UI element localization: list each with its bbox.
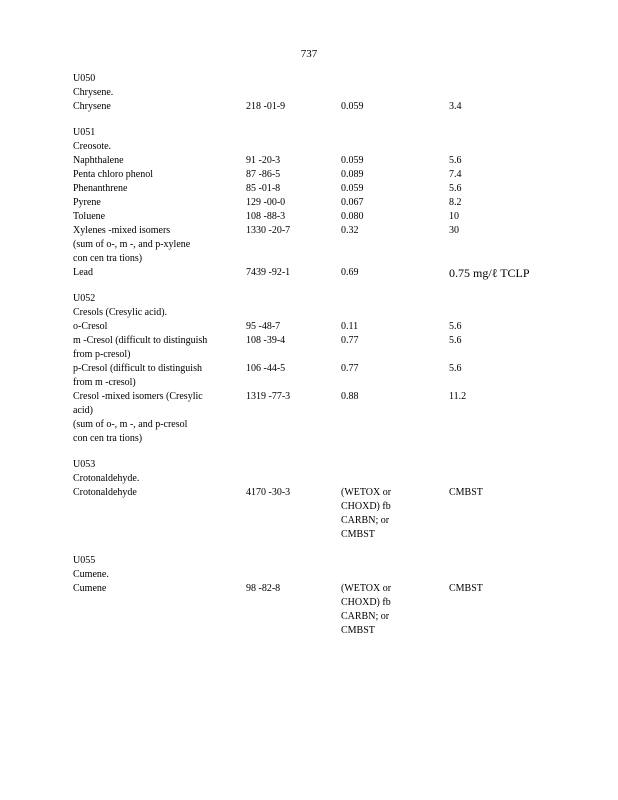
wastewater-standard: [341, 334, 449, 348]
cas-number: 108 -88-3: [246, 211, 286, 222]
cas-number: 87 -86-5: [246, 169, 281, 180]
constituent-name-line: Chrysene: [73, 101, 111, 112]
constituent-name-line: con cen tra tions): [73, 433, 143, 444]
constituent-name: [73, 320, 246, 334]
cas-number: 106 -44-5: [246, 363, 286, 374]
constituent-row: [73, 334, 603, 362]
constituent-name-line: con cen tra tions): [73, 253, 143, 264]
constituent-name-line: Crotonaldehyde: [73, 487, 137, 498]
cas-number: 85 -01-8: [246, 183, 281, 194]
cas-number: 95 -48-7: [246, 321, 281, 332]
waste-code: U053: [73, 459, 96, 470]
constituent-row: [73, 154, 603, 168]
constituent-name-line: Toluene: [73, 211, 106, 222]
constituent-row: [73, 224, 603, 266]
waste-code: U051: [73, 127, 96, 138]
wastewater-standard: [341, 390, 449, 404]
cas-number: 4170 -30-3: [246, 487, 291, 498]
nonwastewater-standard: 8.2: [449, 197, 462, 208]
waste-section: [73, 458, 603, 542]
waste-section: [73, 554, 603, 638]
wastewater-standard-line: 0.089: [341, 169, 364, 180]
cas-number: 7439 -92-1: [246, 267, 291, 278]
wastewater-standard: [341, 266, 449, 280]
wastewater-standard: [341, 486, 449, 542]
constituent-name: [73, 362, 246, 390]
constituent-name-line: Pyrene: [73, 197, 101, 208]
constituent-name-line: m -Cresol (difficult to distinguish: [73, 335, 208, 346]
nonwastewater-standard: 7.4: [449, 169, 462, 180]
nonwastewater-standard: 5.6: [449, 363, 462, 374]
wastewater-standard-line: 0.059: [341, 101, 364, 112]
constituent-row: [73, 266, 603, 280]
waste-code-entries: [73, 72, 603, 650]
constituent-name: [73, 182, 246, 196]
constituent-row: [73, 362, 603, 390]
constituent-name-line: Xylenes -mixed isomers: [73, 225, 171, 236]
wastewater-standard: [341, 224, 449, 238]
constituent-row: [73, 486, 603, 542]
constituent-name: [73, 168, 246, 182]
wastewater-standard: [341, 582, 449, 638]
wastewater-standard-line: (WETOX or: [341, 583, 392, 594]
constituent-row: [73, 168, 603, 182]
cas-number: 98 -82-8: [246, 583, 281, 594]
wastewater-standard-line: CHOXD) fb: [341, 501, 391, 512]
waste-title: Chrysene.: [73, 87, 114, 98]
waste-title: Creosote.: [73, 141, 112, 152]
wastewater-standard-line: CMBST: [341, 529, 375, 540]
constituent-name: [73, 210, 246, 224]
waste-title: Cumene.: [73, 569, 109, 580]
constituent-name-line: Cumene: [73, 583, 107, 594]
waste-code: U050: [73, 73, 96, 84]
wastewater-standard: [341, 320, 449, 334]
constituent-name-line: (sum of o-, m -, and p-xylene: [73, 239, 191, 250]
cas-number: 1330 -20-7: [246, 225, 291, 236]
nonwastewater-standard: 5.6: [449, 155, 462, 166]
constituent-name-line: o-Cresol: [73, 321, 108, 332]
nonwastewater-standard: 5.6: [449, 335, 462, 346]
nonwastewater-standard: 30: [449, 225, 459, 236]
constituent-name-line: p-Cresol (difficult to distinguish: [73, 363, 202, 374]
wastewater-standard: [341, 168, 449, 182]
nonwastewater-standard: 3.4: [449, 101, 462, 112]
constituent-row: [73, 182, 603, 196]
wastewater-standard-line: CARBN; or: [341, 611, 390, 622]
wastewater-standard-line: 0.067: [341, 197, 364, 208]
wastewater-standard-line: 0.77: [341, 363, 359, 374]
nonwastewater-standard: CMBST: [449, 583, 483, 594]
wastewater-standard-line: (WETOX or: [341, 487, 392, 498]
wastewater-standard: [341, 182, 449, 196]
constituent-name: [73, 582, 246, 596]
nonwastewater-standard: CMBST: [449, 487, 483, 498]
wastewater-standard: [341, 210, 449, 224]
wastewater-standard-line: 0.080: [341, 211, 364, 222]
wastewater-standard-line: 0.32: [341, 225, 359, 236]
nonwastewater-standard: 5.6: [449, 321, 462, 332]
constituent-name-line: Phenanthrene: [73, 183, 128, 194]
nonwastewater-standard: 5.6: [449, 183, 462, 194]
constituent-row: [73, 320, 603, 334]
constituent-name: [73, 196, 246, 210]
constituent-name: [73, 334, 246, 362]
constituent-name-line: (sum of o-, m -, and p-cresol: [73, 419, 188, 430]
wastewater-standard: [341, 154, 449, 168]
wastewater-standard-line: 0.77: [341, 335, 359, 346]
waste-code: U055: [73, 555, 96, 566]
waste-section: [73, 292, 603, 446]
wastewater-standard-line: 0.69: [341, 267, 359, 278]
nonwastewater-standard: 0.75 mg/ℓ TCLP: [449, 266, 530, 280]
constituent-name-line: Naphthalene: [73, 155, 124, 166]
wastewater-standard: [341, 196, 449, 210]
constituent-row: [73, 100, 603, 114]
constituent-name: [73, 266, 246, 280]
constituent-name-line: Lead: [73, 267, 93, 278]
cas-number: 91 -20-3: [246, 155, 281, 166]
constituent-row: [73, 196, 603, 210]
constituent-name-line: Cresol -mixed isomers (Cresylic: [73, 391, 203, 402]
waste-code: U052: [73, 293, 96, 304]
constituent-name-line: from m -cresol): [73, 377, 136, 388]
constituent-name: [73, 486, 246, 500]
constituent-name: [73, 390, 246, 446]
wastewater-standard-line: CMBST: [341, 625, 375, 636]
wastewater-standard-line: CARBN; or: [341, 515, 390, 526]
wastewater-standard-line: 0.059: [341, 183, 364, 194]
constituent-row: [73, 390, 603, 446]
nonwastewater-standard: 11.2: [449, 391, 467, 402]
wastewater-standard: [341, 362, 449, 376]
constituent-name-line: Penta chloro phenol: [73, 169, 153, 180]
waste-title: Cresols (Cresylic acid).: [73, 307, 168, 318]
wastewater-standard-line: 0.059: [341, 155, 364, 166]
cas-number: 218 -01-9: [246, 101, 286, 112]
constituent-name-line: acid): [73, 405, 93, 416]
waste-section: [73, 126, 603, 280]
cas-number: 1319 -77-3: [246, 391, 291, 402]
constituent-name-line: from p-cresol): [73, 349, 131, 360]
constituent-name: [73, 154, 246, 168]
wastewater-standard: [341, 100, 449, 114]
nonwastewater-standard: 10: [449, 211, 459, 222]
wastewater-standard-line: 0.11: [341, 321, 359, 332]
wastewater-standard-line: 0.88: [341, 391, 359, 402]
waste-title: Crotonaldehyde.: [73, 473, 140, 484]
constituent-row: [73, 210, 603, 224]
cas-number: 129 -00-0: [246, 197, 286, 208]
constituent-name: [73, 224, 246, 266]
waste-section: [73, 72, 603, 114]
constituent-name: [73, 100, 246, 114]
page-number: 737: [300, 48, 318, 60]
wastewater-standard-line: CHOXD) fb: [341, 597, 391, 608]
cas-number: 108 -39-4: [246, 335, 286, 346]
constituent-row: [73, 582, 603, 638]
